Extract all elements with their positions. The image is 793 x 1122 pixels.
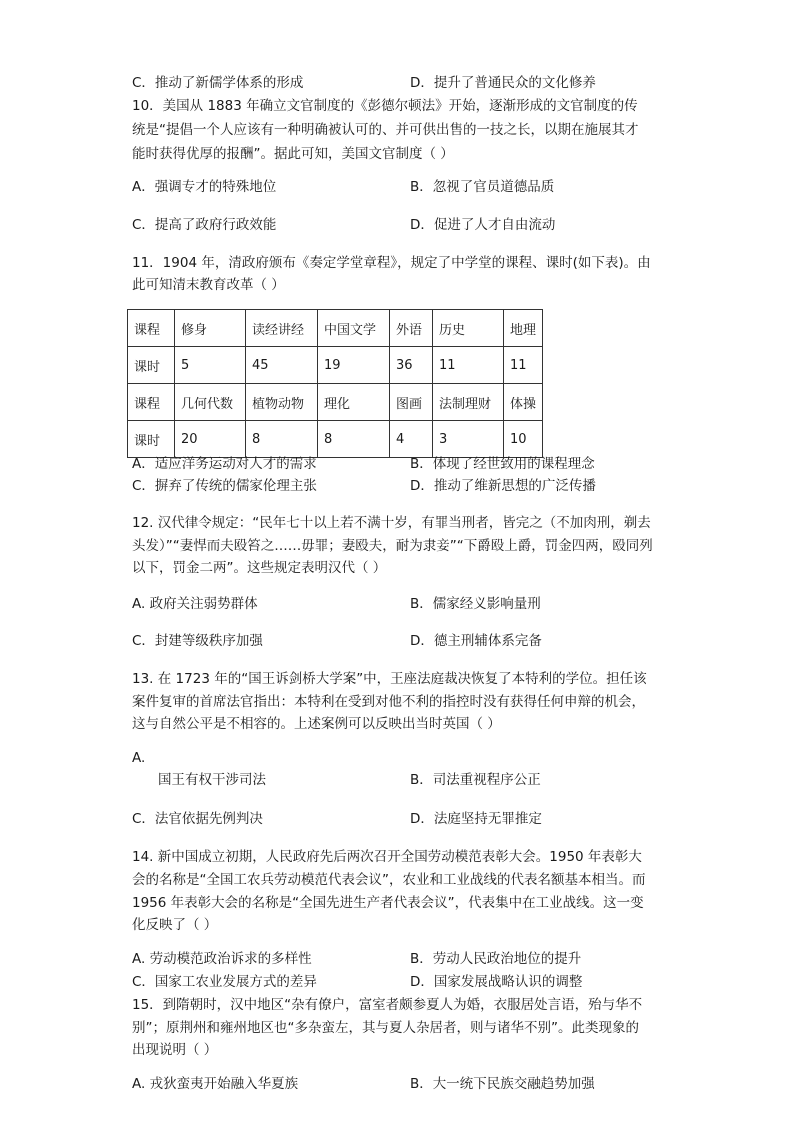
q14-option-b: B．劳动人民政治地位的提升 [410, 951, 582, 967]
q14-stem-line: 1956 年表彰大会的名称是“全国先进生产者代表会议”，代表集中在工业战线。这一变 [132, 895, 644, 911]
q14-option-a: A. 劳动模范政治诉求的多样性 [132, 951, 312, 967]
table-cell: 体操 [504, 384, 543, 421]
table-cell: 理化 [318, 384, 390, 421]
table-cell: 4 [390, 421, 433, 458]
table-cell: 45 [246, 347, 318, 384]
table-cell: 11 [504, 347, 543, 384]
table-cell: 5 [175, 347, 246, 384]
q12-stem-line: 以下，罚金二两”。这些规定表明汉代（ ） [132, 560, 387, 576]
q14-option-c: C．国家工农业发展方式的差异 [132, 974, 317, 990]
q9-option-c: C．推动了新儒学体系的形成 [132, 75, 304, 91]
q15-stem-line: 15．到隋朝时，汉中地区“杂有僚户，富室者颇参夏人为婚，衣服居处言语，殆与华不 [132, 997, 643, 1013]
table-cell: 10 [504, 421, 543, 458]
table-cell: 36 [390, 347, 433, 384]
table-cell: 8 [318, 421, 390, 458]
q13-option-b: B．司法重视程序公正 [410, 772, 541, 788]
q10-stem-line: 10．美国从 1883 年确立文官制度的《彭德尔顿法》开始，逐渐形成的文官制度的传 [132, 98, 638, 114]
q13-option-a: 国王有权干涉司法 [158, 772, 266, 788]
table-cell: 3 [433, 421, 504, 458]
table-cell: 图画 [390, 384, 433, 421]
table-row [128, 310, 543, 347]
q10-option-b: B．忽视了官员道德品质 [410, 179, 555, 195]
q12-option-b: B．儒家经义影响量刑 [410, 596, 541, 612]
q13-option-c: C．法官依据先例判决 [132, 811, 263, 827]
table-cell: 课时 [128, 347, 175, 384]
q15-stem-line: 别”；原荆州和雍州地区也“多杂蛮左，其与夏人杂居者，则与诸华不别”。此类现象的 [132, 1020, 639, 1036]
table-row [128, 347, 543, 384]
q15-stem-line: 出现说明（ ） [132, 1042, 218, 1058]
table-cell: 19 [318, 347, 390, 384]
course-schedule-table [127, 309, 543, 458]
table-cell: 课时 [128, 421, 175, 458]
q12-stem-line: 头发）”“妻悍而夫殴笞之……毋罪；妻殴夫，耐为隶妾”“下爵殴上爵，罚金四两，殴同列 [132, 538, 653, 554]
q14-option-d: D．国家发展战略认识的调整 [410, 974, 583, 990]
table-row [128, 421, 543, 458]
q13-option-d: D．法庭坚持无罪推定 [410, 811, 542, 827]
table-cell: 植物动物 [246, 384, 318, 421]
q11-option-d: D．推动了维新思想的广泛传播 [410, 478, 596, 494]
table-cell: 20 [175, 421, 246, 458]
q15-option-b: B．大一统下民族交融趋势加强 [410, 1076, 595, 1092]
q15-option-a: A. 戎狄蛮夷开始融入华夏族 [132, 1076, 299, 1092]
q12-option-a: A. 政府关注弱势群体 [132, 596, 258, 612]
q13-option-a-letter: A. [132, 750, 146, 766]
q11-option-a: A．适应洋务运动对人才的需求 [132, 456, 317, 472]
q11-option-c: C．摒弃了传统的儒家伦理主张 [132, 478, 317, 494]
q13-stem-line: 13. 在 1723 年的“国王诉剑桥大学案”中，王座法庭裁决恢复了本特利的学位。担任该 [132, 671, 647, 687]
q10-option-d: D．促进了人才自由流动 [410, 217, 556, 233]
q13-stem-line: 这与自然公平是不相容的。上述案例可以反映出当时英国（ ） [132, 716, 501, 732]
q12-stem-line: 12. 汉代律令规定：“民年七十以上若不满十岁，有罪当刑者，皆完之（不加肉刑，剃去 [132, 515, 651, 531]
q10-option-a: A．强调专才的特殊地位 [132, 179, 277, 195]
q14-stem-line: 14. 新中国成立初期，人民政府先后两次召开全国劳动模范表彰大会。1950 年表彰大 [132, 849, 642, 865]
table-cell: 地理 [504, 310, 543, 347]
table-cell: 11 [433, 347, 504, 384]
q12-option-c: C．封建等级秩序加强 [132, 633, 263, 649]
table-cell: 8 [246, 421, 318, 458]
q9-option-d: D．提升了普通民众的文化修养 [410, 75, 596, 91]
q12-option-d: D．德主刑辅体系完备 [410, 633, 542, 649]
q11-stem-line: 11．1904 年，清政府颁布《奏定学堂章程》，规定了中学堂的课程、课时(如下表)。由 [132, 255, 651, 271]
table-cell: 修身 [175, 310, 246, 347]
q13-stem-line: 案件复审的首席法官指出：本特利在受到对他不利的指控时没有获得任何申辩的机会， [132, 694, 645, 710]
table-cell: 课程 [128, 384, 175, 421]
table-cell: 课程 [128, 310, 175, 347]
table-cell: 外语 [390, 310, 433, 347]
q10-stem-line: 能时获得优厚的报酬”。据此可知，美国文官制度（ ） [132, 146, 454, 162]
q14-stem-line: 化反映了（ ） [132, 917, 218, 933]
table-cell: 中国文学 [318, 310, 390, 347]
table-row [128, 384, 543, 421]
q14-stem-line: 会的名称是“全国工农兵劳动模范代表会议”，农业和工业战线的代表名额基本相当。而 [132, 872, 646, 888]
q11-stem-line: 此可知清末教育改革（ ） [132, 277, 285, 293]
table-cell: 历史 [433, 310, 504, 347]
q10-option-c: C．提高了政府行政效能 [132, 217, 277, 233]
q11-option-b: B．体现了经世致用的课程理念 [410, 456, 595, 472]
table-cell: 读经讲经 [246, 310, 318, 347]
table-cell: 法制理财 [433, 384, 504, 421]
q10-stem-line: 统是“提倡一个人应该有一种明确被认可的、并可供出售的一技之长，以期在施展其才 [132, 122, 639, 138]
table-cell: 几何代数 [175, 384, 246, 421]
